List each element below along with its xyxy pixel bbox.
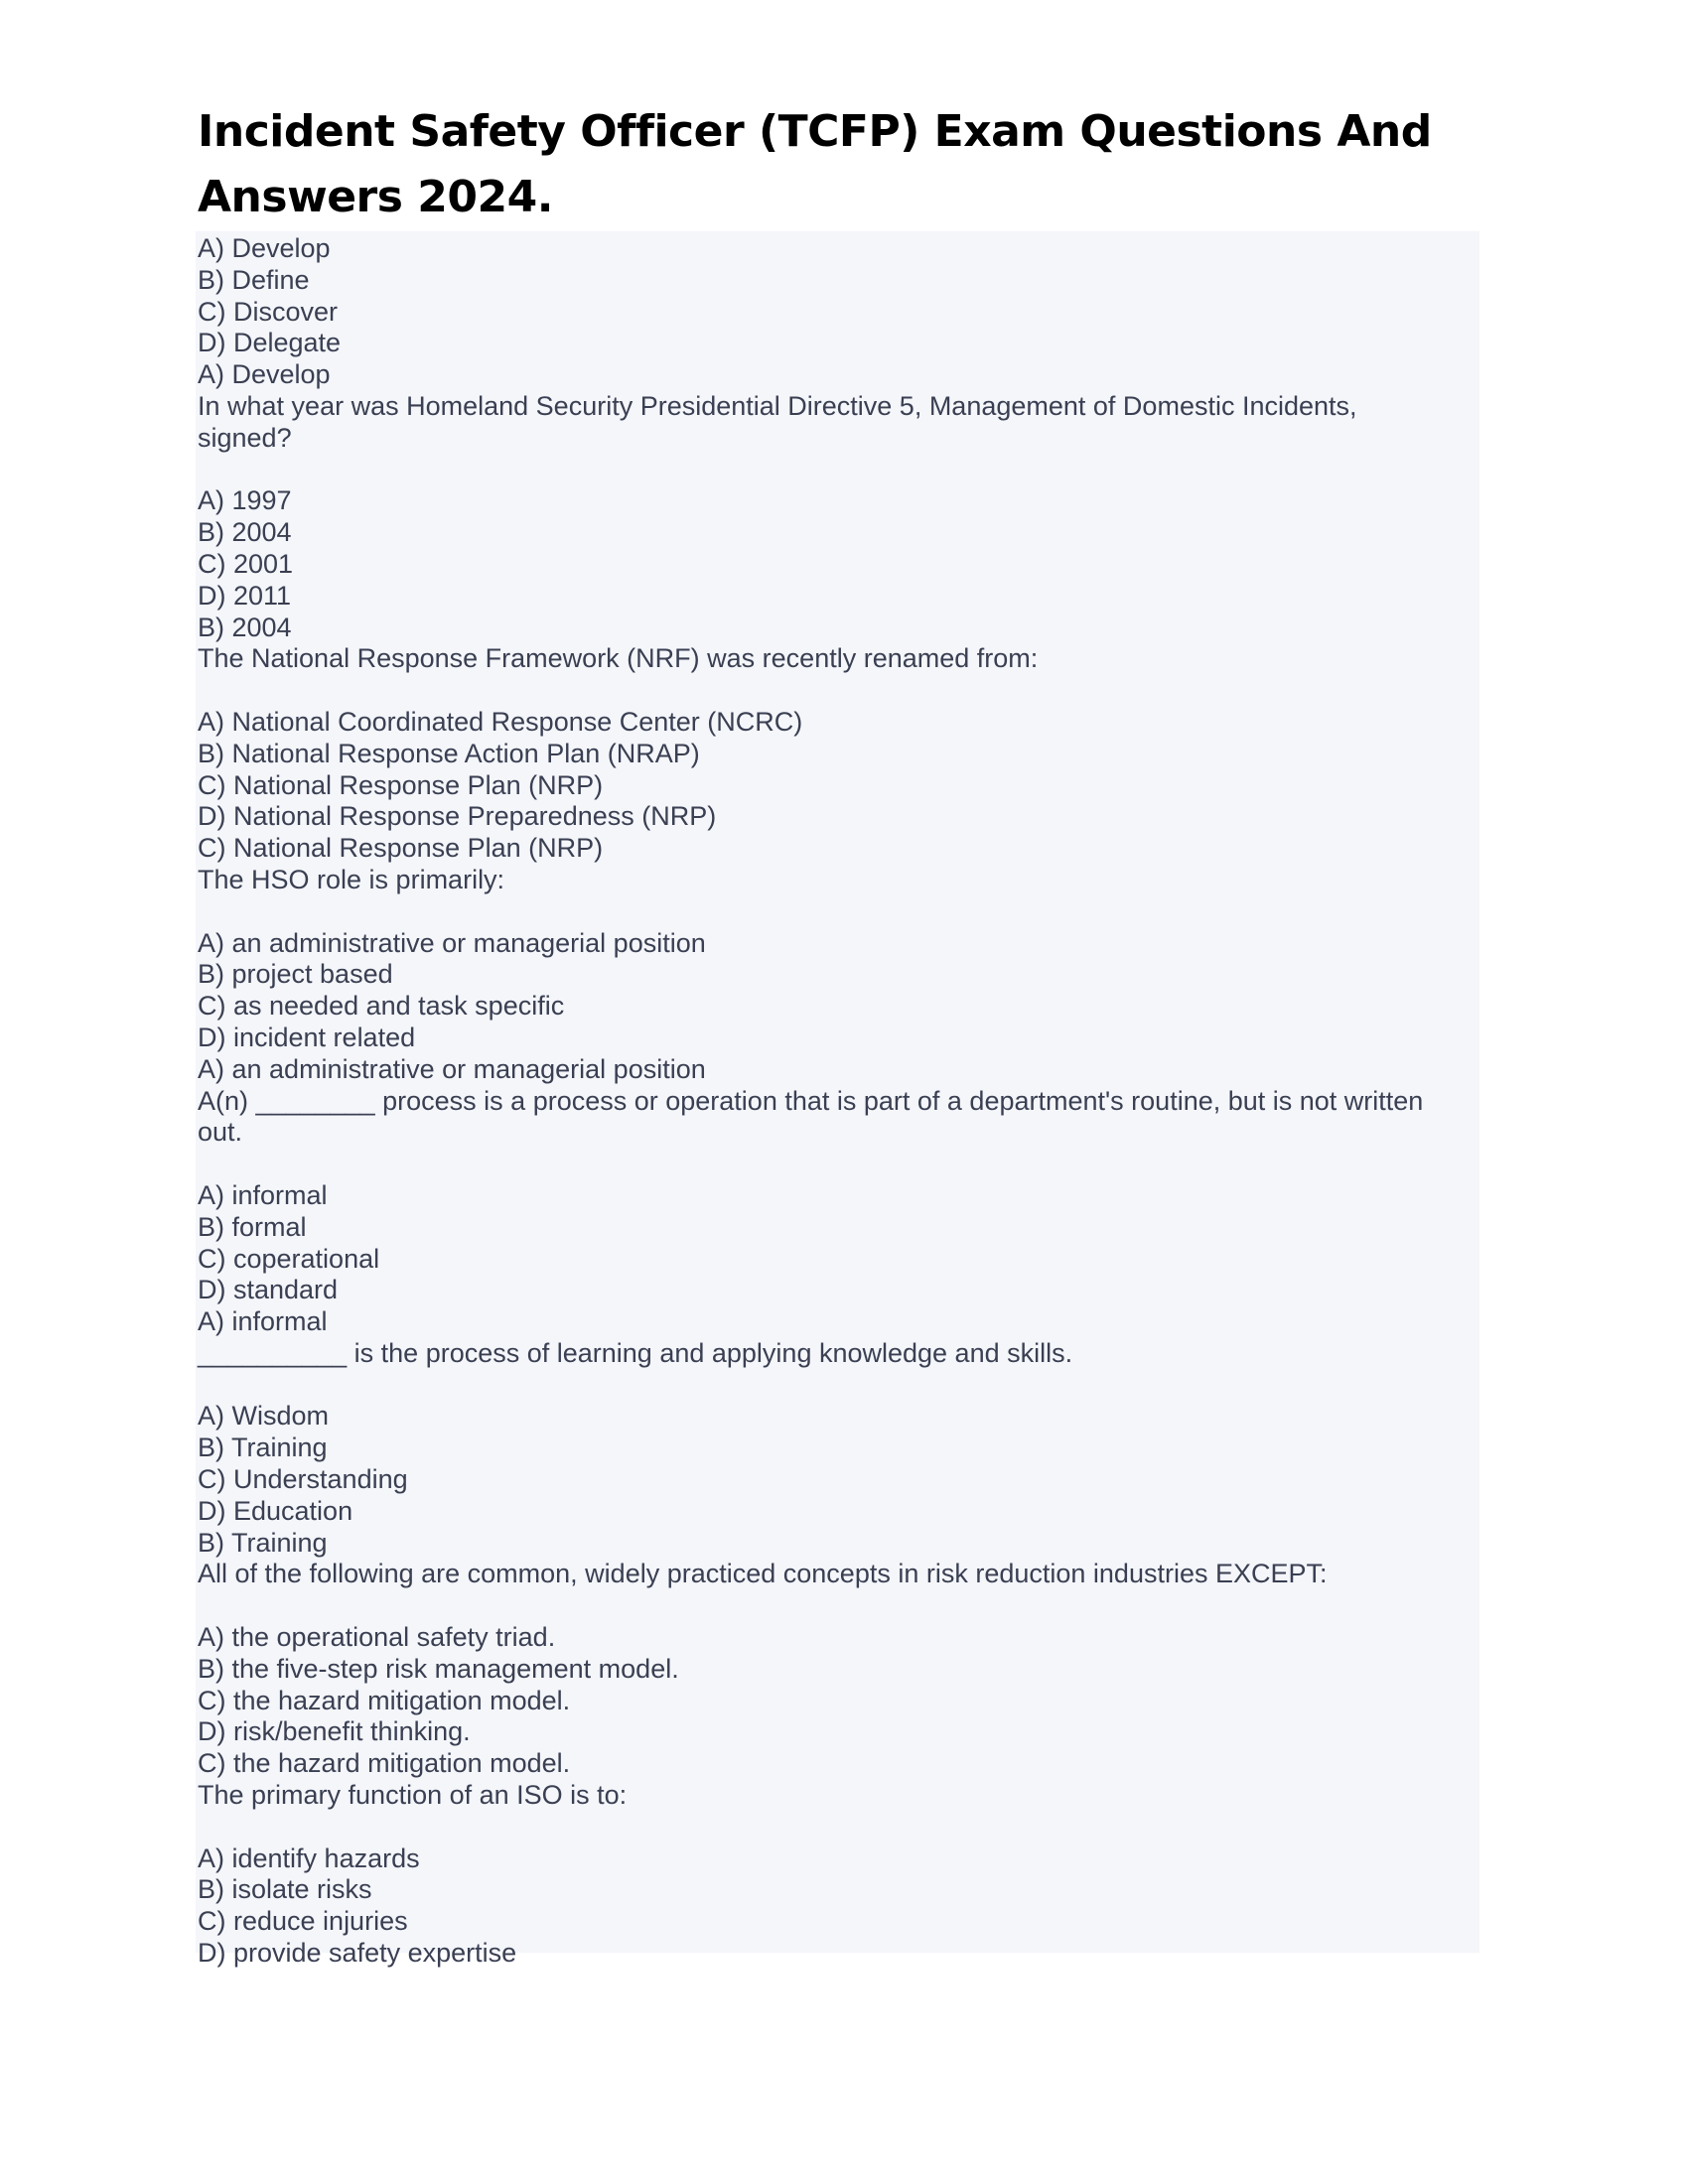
text-line: D) 2011 — [198, 580, 292, 611]
text-line: B) 2004 — [198, 612, 292, 642]
text-line: All of the following are common, widely practiced concepts in risk reduction industries EXCEPT: — [198, 1559, 1328, 1589]
text-line: B) isolate risks — [198, 1874, 372, 1905]
text-line: C) Discover — [198, 296, 339, 327]
text-line: In what year was Homeland Security Presidential Directive 5, Management of Domestic Incidents, — [198, 390, 1357, 421]
text-line: C) the hazard mitigation model. — [198, 1748, 571, 1779]
text-line: B) Define — [198, 264, 310, 295]
text-line: B) project based — [198, 959, 393, 990]
text-line: __________ is the process of learning and applying knowledge and skills. — [198, 1337, 1073, 1368]
document-title-line-1: Incident Safety Officer (TCFP) Exam Questions And — [198, 106, 1432, 157]
text-line: A) identify hazards — [198, 1843, 420, 1873]
text-line: D) National Response Preparedness (NRP) — [198, 801, 717, 832]
text-line: B) formal — [198, 1211, 307, 1242]
text-line: D) incident related — [198, 1022, 416, 1052]
text-line: A) National Coordinated Response Center (NCRC) — [198, 706, 803, 737]
text-line: D) Education — [198, 1495, 353, 1526]
question-answer-text — [198, 233, 1478, 1970]
blank-line — [198, 1149, 1478, 1180]
text-line: A) an administrative or managerial position — [198, 927, 706, 958]
text-line: D) standard — [198, 1275, 339, 1305]
text-line: The primary function of an ISO is to: — [198, 1780, 628, 1811]
text-line: A) Develop — [198, 233, 331, 263]
document-title-line-2: Answers 2024. — [198, 172, 553, 222]
text-line: out. — [198, 1117, 243, 1148]
text-line: C) National Response Plan (NRP) — [198, 769, 604, 800]
text-line: B) Training — [198, 1433, 328, 1463]
text-line: D) Delegate — [198, 328, 342, 358]
text-line: C) National Response Plan (NRP) — [198, 833, 604, 864]
blank-line — [198, 455, 1478, 486]
text-line: C) as needed and task specific — [198, 991, 565, 1022]
text-line: B) National Response Action Plan (NRAP) — [198, 738, 700, 768]
text-line: A) Wisdom — [198, 1401, 330, 1432]
text-line: A) informal — [198, 1179, 328, 1210]
text-line: A) Develop — [198, 359, 331, 390]
blank-line — [198, 896, 1478, 928]
text-line: A(n) ________ process is a process or operation that is part of a department's routine, but is not written — [198, 1085, 1424, 1116]
text-line: C) reduce injuries — [198, 1906, 408, 1937]
text-line: B) Training — [198, 1527, 328, 1558]
text-line: A) an administrative or managerial position — [198, 1053, 706, 1084]
text-line: C) 2001 — [198, 548, 294, 579]
text-line: C) coperational — [198, 1243, 380, 1274]
text-line: D) risk/benefit thinking. — [198, 1716, 471, 1747]
text-line: B) 2004 — [198, 517, 292, 548]
text-line: signed? — [198, 422, 292, 453]
document-title — [198, 99, 1488, 230]
text-line: C) the hazard mitigation model. — [198, 1685, 571, 1715]
text-line: A) informal — [198, 1306, 328, 1337]
text-line: D) provide safety expertise — [198, 1938, 517, 1969]
text-line: A) 1997 — [198, 485, 292, 516]
blank-line — [198, 1812, 1478, 1843]
blank-line — [198, 1370, 1478, 1402]
text-line: C) Understanding — [198, 1464, 408, 1495]
blank-line — [198, 675, 1478, 707]
text-line: The HSO role is primarily: — [198, 864, 505, 894]
text-line: The National Response Framework (NRF) was recently renamed from: — [198, 643, 1039, 674]
blank-line — [198, 1590, 1478, 1622]
text-line: B) the five-step risk management model. — [198, 1653, 679, 1684]
text-line: A) the operational safety triad. — [198, 1622, 556, 1653]
